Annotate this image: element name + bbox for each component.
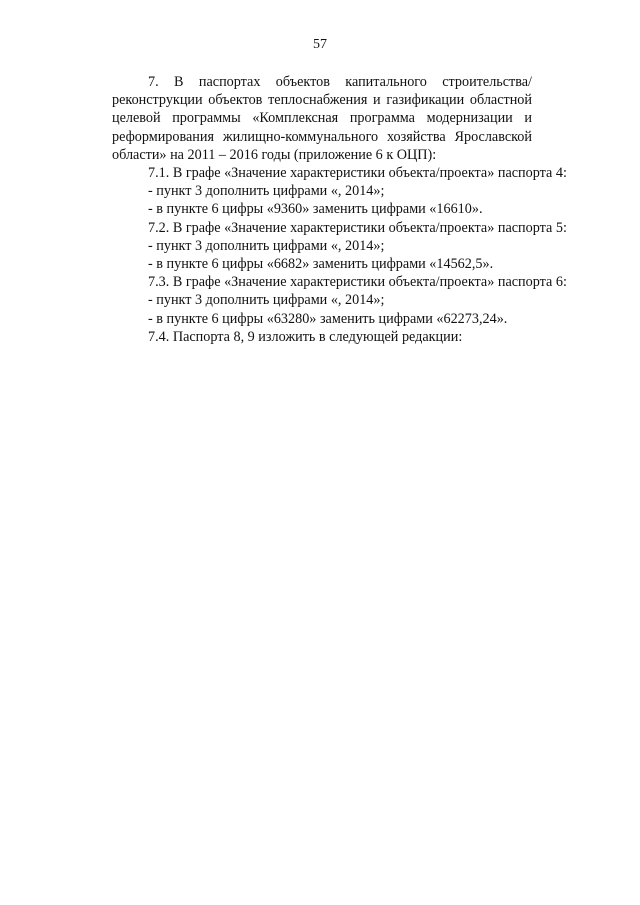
item-7-2-point-3: - пункт 3 дополнить цифрами «, 2014»; bbox=[148, 237, 385, 254]
item-7-2-point-6: - в пункте 6 цифры «6682» заменить цифрами «14562,5». bbox=[148, 256, 494, 273]
item-7-1-point-6: - в пункте 6 цифры «9360» заменить цифрами «16610». bbox=[148, 201, 483, 218]
item-7-2-heading: 7.2. В графе «Значение характеристики объекта/проекта» паспорта 5: bbox=[148, 219, 567, 236]
item-7-3-point-6: - в пункте 6 цифры «63280» заменить цифрами «62273,24». bbox=[148, 310, 508, 327]
item-7-3-heading: 7.3. В графе «Значение характеристики объекта/проекта» паспорта 6: bbox=[148, 274, 567, 291]
document-body bbox=[112, 73, 567, 346]
item-7-1-heading: 7.1. В графе «Значение характеристики объекта/проекта» паспорта 4: bbox=[148, 165, 567, 182]
item-7-3-point-3: - пункт 3 дополнить цифрами «, 2014»; bbox=[148, 292, 385, 309]
intro-paragraph: 7. В паспортах объектов капитального строительства/реконструкции объектов теплоснабжения и газификации областной целевой программы «Комплексная программа модернизации и реформирования жилищно-коммунального хозяйства Ярославской области» на 2011 – 2016 годы (приложение 6 к ОЦП): bbox=[112, 74, 532, 163]
page-number: 57 bbox=[313, 37, 327, 52]
item-7-4: 7.4. Паспорта 8, 9 изложить в следующей редакции: bbox=[148, 328, 463, 345]
item-7-1-point-3: - пункт 3 дополнить цифрами «, 2014»; bbox=[148, 183, 385, 200]
